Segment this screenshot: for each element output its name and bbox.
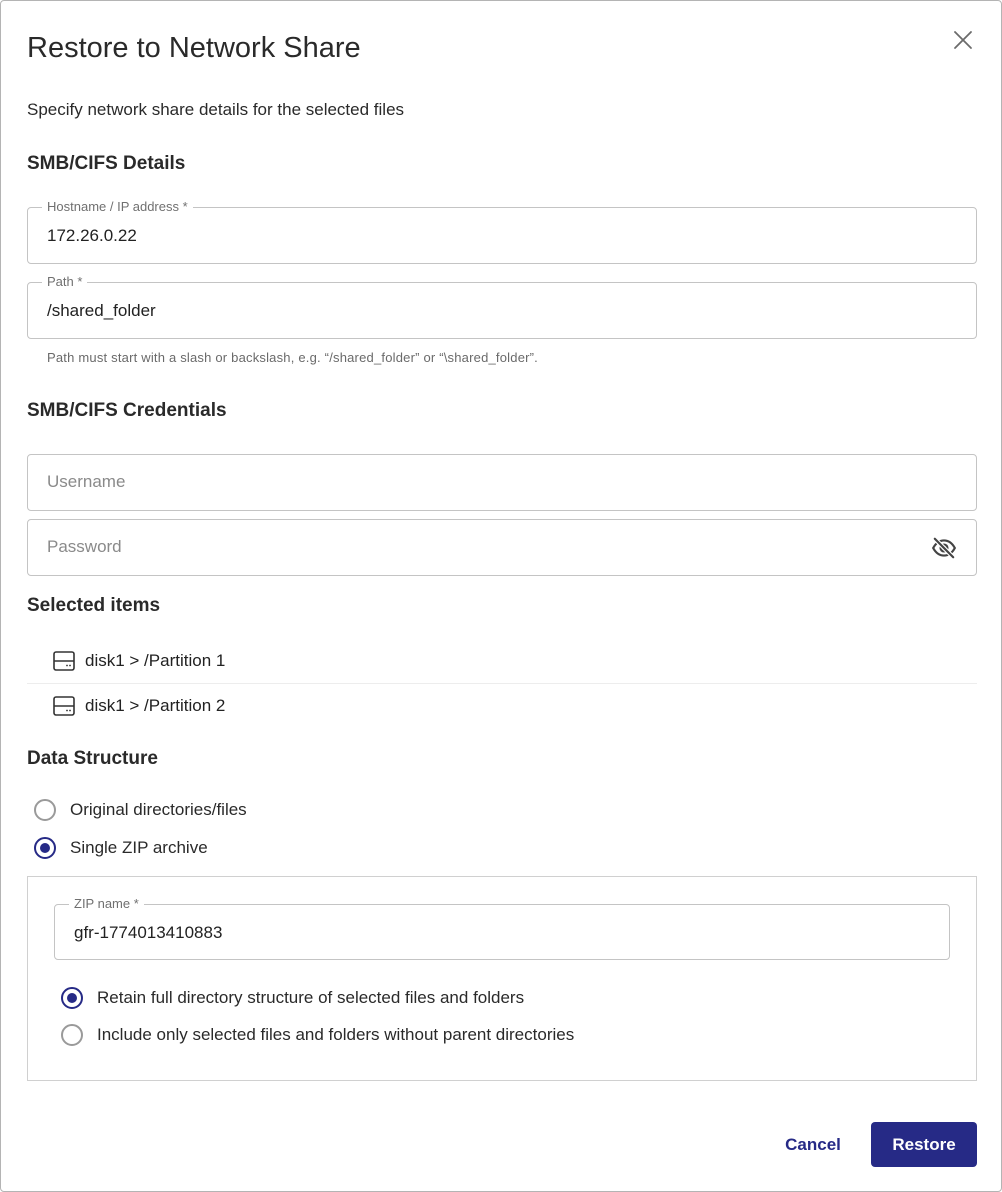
- radio-label: Retain full directory structure of selected files and folders: [97, 988, 525, 1007]
- username-field[interactable]: [27, 454, 977, 511]
- path-field[interactable]: [27, 274, 977, 339]
- disk-icon: [53, 696, 75, 716]
- restore-button[interactable]: Restore: [871, 1122, 977, 1167]
- path-value[interactable]: /shared_folder: [47, 301, 156, 320]
- path-label: Path *: [42, 274, 87, 290]
- hostname-field[interactable]: [27, 199, 977, 264]
- radio-button[interactable]: [34, 799, 56, 821]
- zip-name-field[interactable]: [54, 896, 950, 960]
- close-icon[interactable]: [952, 29, 974, 51]
- radio-label: Single ZIP archive: [70, 838, 208, 857]
- smb-credentials-heading: SMB/CIFS Credentials: [27, 400, 227, 421]
- selected-item: [27, 639, 977, 683]
- smb-details-heading: SMB/CIFS Details: [27, 153, 186, 174]
- radio-button[interactable]: [61, 1024, 83, 1046]
- hostname-value[interactable]: 172.26.0.22: [47, 226, 137, 245]
- selected-items-heading: Selected items: [27, 595, 161, 616]
- cancel-button[interactable]: Cancel: [771, 1122, 855, 1167]
- disk-icon: [53, 651, 75, 671]
- path-helper-text: Path must start with a slash or backslash, e.g. “/shared_folder” or “\shared_folder”.: [47, 350, 538, 365]
- radio-button[interactable]: [34, 837, 56, 859]
- radio-button[interactable]: [61, 987, 83, 1009]
- zip-name-value[interactable]: gfr-1774013410883: [74, 923, 223, 942]
- data-structure-heading: Data Structure: [27, 748, 158, 769]
- hostname-label: Hostname / IP address *: [42, 199, 193, 215]
- zip-options-panel: [27, 876, 977, 1081]
- radio-label: Original directories/files: [70, 800, 247, 819]
- selected-item: [27, 684, 977, 728]
- password-field[interactable]: [27, 519, 977, 576]
- radio-label: Include only selected files and folders without parent directories: [97, 1025, 575, 1044]
- dialog-title: Restore to Network Share: [27, 32, 361, 64]
- dialog-subtitle: Specify network share details for the selected files: [27, 100, 405, 119]
- selected-item-label: disk1 > /Partition 2: [85, 696, 226, 715]
- eye-off-icon[interactable]: [931, 535, 957, 561]
- selected-item-label: disk1 > /Partition 1: [85, 651, 226, 670]
- zip-name-label: ZIP name *: [69, 896, 144, 912]
- password-placeholder: Password: [47, 537, 122, 556]
- username-placeholder: Username: [47, 472, 126, 491]
